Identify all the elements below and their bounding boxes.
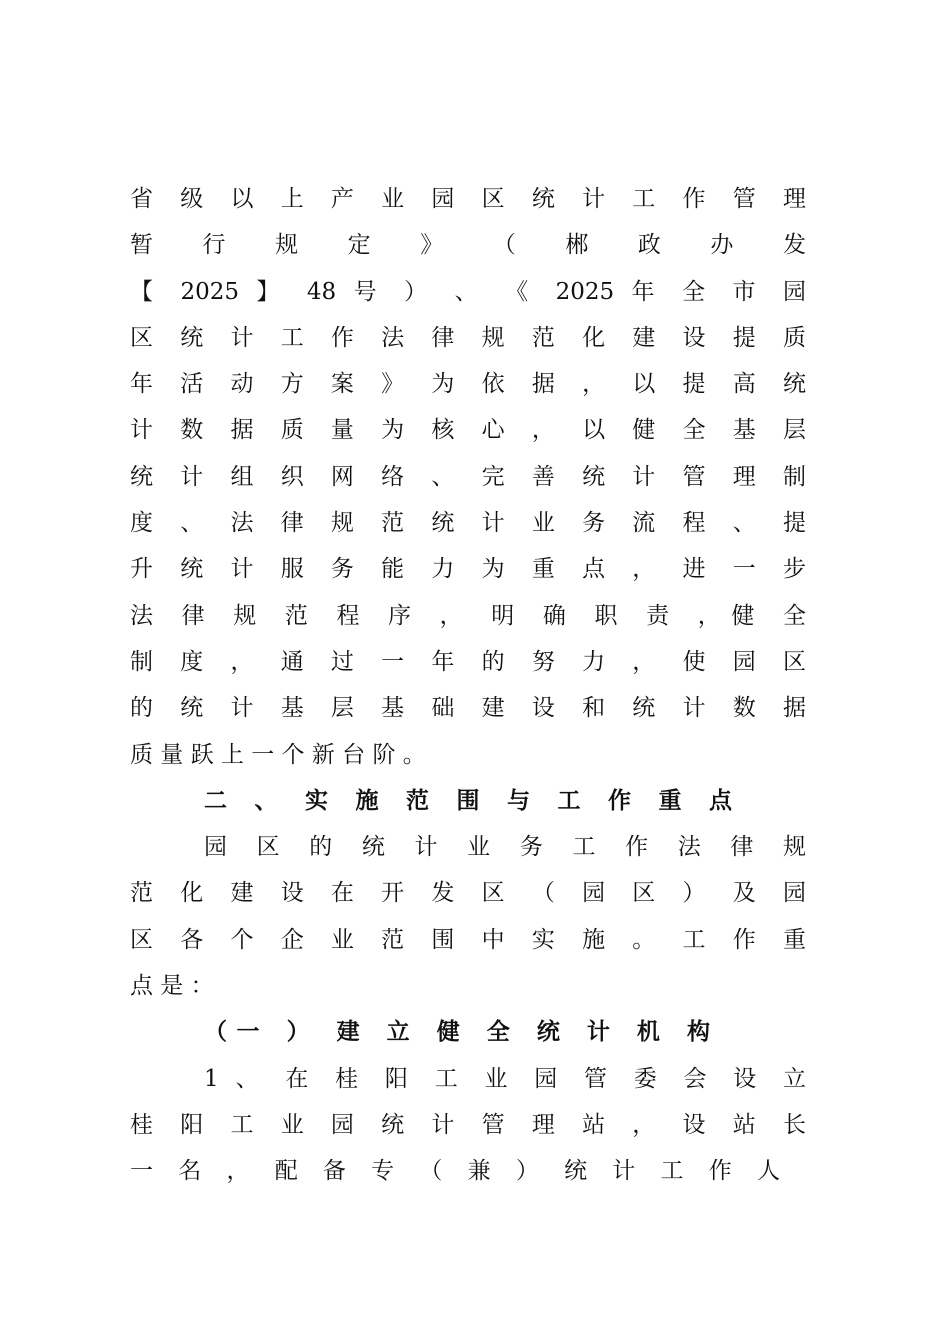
paragraph-line: 暂 行 规 定 》 （ 郴 政 办 发 <box>130 232 806 259</box>
section-heading: 二 、 实 施 范 围 与 工 作 重 点 <box>204 786 732 814</box>
paragraph-line: 区 各 个 企 业 范 围 中 实 施 。 工 作 重 <box>130 926 806 953</box>
paragraph-line: 年 活 动 方 案 》 为 依 据 ， 以 提 高 统 <box>130 371 806 398</box>
paragraph-line: 一 名 ， 配 备 专 （ 兼 ） 统 计 工 作 人 <box>130 1158 780 1185</box>
paragraph-line: 度 、 法 律 规 范 统 计 业 务 流 程 、 提 <box>130 510 806 537</box>
paragraph-line: 区 统 计 工 作 法 律 规 范 化 建 设 提 质 <box>130 324 806 351</box>
paragraph-line: 计 数 据 质 量 为 核 心 ， 以 健 全 基 层 <box>130 417 806 444</box>
paragraph-line: 的 统 计 基 层 基 础 建 设 和 统 计 数 据 <box>130 695 806 722</box>
paragraph-line: 桂 阳 工 业 园 统 计 管 理 站 ， 设 站 长 <box>130 1111 806 1138</box>
paragraph-line: 【 2025 】 48 号 ） 、 《 2025 年 全 市 园 <box>130 278 806 305</box>
paragraph-line: 质 量 跃 上 一 个 新 台 阶 。 <box>130 741 426 768</box>
paragraph-line: 范 化 建 设 在 开 发 区 （ 园 区 ） 及 园 <box>130 880 806 907</box>
document-body <box>130 176 806 1195</box>
paragraph-line: 升 统 计 服 务 能 力 为 重 点 ， 进 一 步 <box>130 556 806 583</box>
paragraph-line: 省 级 以 上 产 业 园 区 统 计 工 作 管 理 <box>130 186 806 212</box>
paragraph-line: 点 是 ： <box>130 973 214 1000</box>
paragraph-line: 1 、 在 桂 阳 工 业 园 管 委 会 设 立 <box>204 1065 806 1092</box>
paragraph-line: 制 度 ， 通 过 一 年 的 努 力 ， 使 园 区 <box>130 648 806 675</box>
subsection-heading: （一 ） 建 立 健 全 统 计 机 构 <box>204 1018 710 1046</box>
paragraph-line: 统 计 组 织 网 络 、 完 善 统 计 管 理 制 <box>130 463 806 490</box>
paragraph-line: 法 律 规 范 程 序 ， 明 确 职 责 ，健 全 <box>130 602 806 629</box>
paragraph-line: 园 区 的 统 计 业 务 工 作 法 律 规 <box>204 834 806 861</box>
